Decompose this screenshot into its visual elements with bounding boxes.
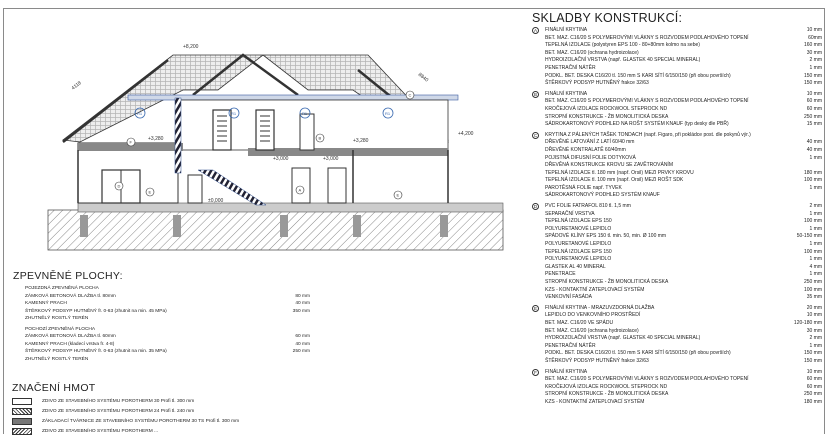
layer-thickness: 30 mm	[806, 327, 822, 334]
paved-layer-row	[25, 293, 363, 301]
composition-badge: C	[533, 132, 538, 138]
layer-label: SPÁDOVÉ KLÍNY EPS 150 tl. min. 50, min. Ø 100 mm	[545, 233, 667, 240]
layer-thickness: 180 mm	[803, 169, 822, 176]
layer-label: POJISTNÁ DIFUSNÍ FOLIE DOTYKOVÁ	[545, 154, 636, 161]
layer-thickness: 1 mm	[809, 225, 822, 232]
composition-layer-row	[532, 350, 822, 358]
layer-label: POLYURETANOVÉ LEPIDLO	[545, 225, 612, 232]
layer-thickness: 60 mm	[806, 383, 822, 390]
layer-thickness: 250 mm	[803, 391, 822, 398]
composition-layer-row	[532, 376, 822, 384]
composition-layer-row	[532, 391, 822, 399]
layer-label: PODKL. BET. DESKA C16/20 tl. 150 mm S KARI SÍTÍ 6/150/150 (při obou površích)	[545, 72, 731, 79]
composition-layer-row	[532, 320, 822, 328]
layer-label: BET. MAZ. C16/20 S POLYMEROVÝMI VLÁKNY S ROZVODEM PODLAHOVÉHO TOPENÍ	[545, 34, 749, 41]
layer-label: TEPELNÁ IZOLACE EPS 150	[545, 248, 612, 255]
layer-label: STROPNÍ KONSTRUKCE - ŽB MONOLITICKÁ DESKA	[545, 113, 669, 120]
layer-label: BET. MAZ. C16/20 S POLYMEROVÝMI VLÁKNY S ROZVODEM PODLAHOVÉHO TOPENÍ	[545, 376, 749, 383]
layer-thickness: 40 mm	[295, 301, 310, 306]
composition-layer-row	[532, 305, 822, 313]
layer-label: KAMENNÝ PRACH	[25, 301, 67, 306]
svg-text:B: B	[318, 135, 322, 141]
layer-label: PENETRACE	[545, 271, 576, 278]
layer-label: ŠTĚRKOVÝ PODSYP HUTNĚNÝ fr. 0-63 (zhutnit na min. 35 MPa)	[25, 349, 167, 354]
layer-thickness: 250 mm	[292, 349, 310, 354]
layer-label: BET. MAZ. C16/20 S POLYMEROVÝMI VLÁKNY S ROZVODEM PODLAHOVÉHO TOPENÍ	[545, 98, 749, 105]
composition-layer-row	[532, 312, 822, 320]
layer-label: BET. MAZ. C16/20 (ochrana hydroizolace)	[545, 49, 639, 56]
material-swatch-icon	[12, 408, 32, 415]
composition-layer-row	[532, 27, 822, 35]
layer-thickness: 150 mm	[803, 72, 822, 79]
layer-thickness: 40 mm	[806, 139, 822, 146]
svg-text:R1: R1	[385, 111, 391, 116]
layer-label: PAROTĚSNÁ FOLIE např. TYVEK	[545, 184, 622, 191]
layer-label: ZÁMKOVÁ BETONOVÁ DLAŽBA tl. 80mm	[25, 293, 116, 299]
paved-layer-row	[25, 315, 363, 323]
svg-text:A: A	[298, 187, 302, 193]
layer-thickness: 60 mm	[295, 334, 310, 339]
layer-thickness: 2 mm	[809, 57, 822, 64]
layer-label: SÁDROKARTONOVÝ PODHLED NA ROŠT SYSTÉM KNAUF (typ desky dle PBŘ)	[545, 121, 729, 128]
layer-thickness: 40 mm	[806, 146, 822, 153]
svg-text:+4,200: +4,200	[458, 131, 474, 137]
layer-label: PODKL. BET. DESKA C16/20 tl. 150 mm S KARI SÍTÍ 6/150/150 (při obou površích)	[545, 350, 731, 357]
layer-thickness: 60 mm	[806, 98, 822, 105]
layer-thickness: 1 mm	[809, 271, 822, 278]
building-section-drawing	[8, 10, 508, 265]
layer-thickness: 160 mm	[803, 42, 822, 49]
layer-label: KROČEJOVÁ IZOLACE ROCKWOOL STEPROCK ND	[545, 383, 668, 390]
layer-label: POLYURETANOVÉ LEPIDLO	[545, 241, 612, 248]
layer-label: HYDROIZOLAČNÍ VRSTVA (např. GLASTEK 40 SPECIAL MINERAL)	[545, 335, 701, 342]
layer-label: PVC FOLIE FATRAFOL 810 tl. 1,5 mm	[545, 203, 631, 210]
composition-layer-row	[532, 65, 822, 73]
layer-label: SÁDROKARTONOVÝ PODHLED SYSTÉM KNAUF	[545, 192, 660, 199]
paved-layer-row	[25, 356, 363, 364]
composition-layer-row	[532, 294, 822, 302]
layer-label: ZÁMKOVÁ BETONOVÁ DLAŽBA tl. 60mm	[25, 334, 116, 339]
svg-text:R1: R1	[231, 111, 237, 116]
layer-thickness: 250 mm	[803, 279, 822, 285]
composition-layer-row	[532, 91, 822, 99]
svg-text:+3,000: +3,000	[273, 156, 289, 162]
paved-layer-row	[25, 348, 363, 356]
svg-text:F: F	[129, 139, 132, 145]
layer-thickness: 120-180 mm	[793, 319, 822, 326]
composition-layer-row	[532, 271, 822, 279]
svg-text:C: C	[408, 92, 412, 98]
layer-thickness: 1 mm	[809, 154, 822, 161]
layer-label: SEPARAČNÍ VRSTVA	[545, 210, 595, 217]
paved-area-section	[25, 285, 363, 323]
composition-group	[532, 91, 822, 129]
material-legend-item	[12, 406, 362, 416]
material-legend-item	[12, 396, 362, 406]
paved-layer-row	[25, 341, 363, 349]
layer-label: DŘEVĚNÉ LATOVÁNÍ Z LATÍ 60/40 mm	[545, 139, 635, 146]
layer-thickness: 30 mm	[806, 49, 822, 56]
composition-badge: A	[533, 28, 537, 33]
material-legend-item	[12, 426, 362, 436]
layer-label: DŘEVĚNÁ KONSTRUKCE KROVU SE ZAVĚTROVÁNÍM	[545, 162, 673, 169]
material-legend-item	[12, 416, 362, 426]
layer-label: ZHUTNĚLÝ ROSTLÝ TERÉN	[25, 316, 89, 321]
layer-label: FINÁLNÍ KRYTINA	[545, 27, 588, 33]
composition-layer-row	[532, 132, 822, 140]
composition-layer-row	[532, 42, 822, 50]
layer-label: LEPIDLO DO VENKOVNÍHO PROSTŘEDÍ	[545, 312, 641, 319]
layer-thickness: 2 mm	[809, 203, 822, 210]
layer-thickness: 1 mm	[809, 256, 822, 263]
composition-group	[532, 369, 822, 407]
layer-thickness	[270, 315, 310, 323]
layer-thickness: 150 mm	[803, 357, 822, 364]
layer-label: PENETRAČNÍ NÁTĚR	[545, 342, 596, 349]
layer-thickness: 1 mm	[809, 241, 822, 248]
layer-label: FINÁLNÍ KRYTINA	[545, 368, 588, 375]
layer-thickness: 50-150 mm	[796, 233, 822, 240]
composition-layer-row	[532, 114, 822, 122]
layer-thickness: 180 mm	[803, 398, 822, 405]
paved-layer-row	[25, 300, 363, 308]
skladby-konstrukci-panel	[532, 11, 822, 410]
composition-layer-row	[532, 192, 822, 200]
layer-label: FINÁLNÍ KRYTINA - MRAZUVZDORNÁ DLAŽBA	[545, 304, 655, 311]
composition-layer-row	[532, 57, 822, 65]
layer-label: KAMENNÝ PRACH (kladecí vrstva fr. 4-8)	[25, 341, 115, 347]
layer-thickness: 2 mm	[809, 335, 822, 342]
zpevnene-plochy-panel	[13, 270, 363, 366]
zpevnene-sections	[13, 285, 363, 363]
composition-group	[532, 305, 822, 366]
layer-label: BET. MAZ. C16/20 (ochrana hydroizolace)	[545, 327, 639, 334]
layer-label: KZS - KONTAKTNÍ ZATEPLOVACÍ SYSTÉM	[545, 286, 645, 293]
composition-group	[532, 203, 822, 302]
layer-thickness: 350 mm	[292, 308, 310, 314]
hmot-title: ZNAČENÍ HMOT	[12, 382, 96, 394]
composition-group	[532, 27, 822, 88]
svg-text:E: E	[148, 189, 152, 195]
material-label: ZDIVO ZE STAVEBNÍHO SYSTÉMU POROTHERM 24 Profi tl. 240 mm	[42, 408, 195, 414]
material-swatch-icon	[12, 398, 32, 405]
composition-layer-row	[532, 256, 822, 264]
section-svg	[8, 10, 508, 265]
composition-layer-row	[532, 358, 822, 366]
layer-label: GLASTEK AL 40 MINERAL	[545, 263, 606, 270]
material-swatch-icon	[12, 418, 32, 425]
layer-label: KRYTINA Z PÁLENÝCH TAŠEK TONDACH (např. Figaro, při pokládce post. dle pokynů výr.)	[545, 131, 751, 138]
composition-layer-row	[532, 177, 822, 185]
layer-label: BET. MAZ. C16/20 VE SPÁDU	[545, 319, 614, 326]
paved-layer-row	[25, 308, 363, 316]
layer-thickness: 1 mm	[809, 64, 822, 71]
layer-thickness: 60 mm	[806, 105, 822, 112]
paved-area-heading: POJEZDNÁ ZPEVNĚNÁ PLOCHA	[25, 286, 99, 291]
layer-thickness: 100 mm	[803, 286, 822, 293]
skladby-groups	[532, 27, 822, 407]
composition-layer-row	[532, 106, 822, 114]
layer-thickness: 60mm	[808, 34, 822, 41]
layer-label: TEPELNÁ IZOLACE tl. 100 mm (např. Orsil) MEZI ROŠT SDK	[545, 177, 684, 184]
layer-thickness: 150 mm	[803, 80, 822, 87]
znaceni-hmot-legend	[12, 382, 362, 436]
svg-text:+3,280: +3,280	[148, 136, 164, 142]
layer-thickness: 35 mm	[806, 294, 822, 301]
layer-label: HYDROIZOLAČNÍ VRSTVA (např. GLASTEK 40 SPECIAL MINERAL)	[545, 57, 701, 64]
layer-label: PENETRAČNÍ NÁTĚR	[545, 64, 596, 71]
svg-text:8840: 8840	[416, 71, 430, 84]
composition-layer-row	[532, 279, 822, 287]
layer-thickness: 250 mm	[803, 113, 822, 120]
composition-layer-row	[532, 369, 822, 377]
composition-layer-row	[532, 203, 822, 211]
layer-thickness: 60 mm	[806, 376, 822, 383]
svg-text:4118: 4118	[70, 80, 83, 92]
layer-label: KROČEJOVÁ IZOLACE ROCKWOOL STEPROCK ND	[545, 105, 668, 112]
layer-thickness: 40 mm	[295, 341, 310, 347]
composition-badge: F	[532, 369, 539, 376]
composition-layer-row	[532, 335, 822, 343]
composition-layer-row	[532, 121, 822, 129]
paved-area-section	[25, 326, 363, 364]
composition-badge: D	[533, 204, 538, 210]
paved-area-heading: POCHOZÍ ZPEVNĚNÁ PLOCHA	[25, 326, 96, 332]
composition-layer-row	[532, 147, 822, 155]
svg-text:+3,000: +3,000	[323, 156, 339, 162]
composition-badge: B	[533, 91, 537, 97]
svg-text:R1: R1	[137, 111, 143, 116]
svg-text:R1: R1	[302, 111, 308, 116]
layer-label: ŠTĚRKOVÝ PODSYP HUTNĚNÝ frakce 32/63	[545, 80, 649, 87]
layer-label: POLYURETANOVÉ LEPIDLO	[545, 256, 612, 263]
layer-thickness: 4 mm	[809, 263, 822, 270]
layer-label: STROPNÍ KONSTRUKCE - ŽB MONOLITICKÁ DESKA	[545, 391, 669, 398]
composition-group	[532, 132, 822, 200]
material-swatch-icon	[12, 428, 32, 435]
layer-thickness: 10 mm	[806, 312, 822, 319]
layer-label: TEPELNÁ IZOLACE tl. 180 mm (např. Orsil) MEZI PRVKY KROVU	[545, 169, 694, 176]
layer-label: TEPELNÁ IZOLACE (polystyren EPS 100 - 80+80mm kolmo na sebe)	[545, 42, 700, 49]
layer-label: ŠTĚRKOVÝ PODSYP HUTNĚNÝ frakce 32/63	[545, 357, 649, 364]
material-label: ZDIVO ZE STAVEBNÍHO SYSTÉMU POROTHERM 30 Profi tl. 300 mm	[42, 398, 195, 404]
layer-label: DŘEVĚNÉ KONTRALATĚ 60/40mm	[545, 146, 626, 153]
layer-label: ŠTĚRKOVÝ PODSYP HUTNĚNÝ fr. 0-63 (zhutnit na min. 45 MPa)	[25, 308, 167, 314]
composition-layer-row	[532, 218, 822, 226]
layer-thickness: 10 mm	[806, 90, 822, 97]
svg-text:E: E	[396, 192, 400, 198]
composition-layer-row	[532, 80, 822, 88]
layer-thickness	[270, 356, 310, 364]
material-label: ZÁKLADACÍ TVÁRNICE ZE STAVEBNÍHO SYSTÉMU POROTHERM 30 TS Profi tl. 300 mm	[42, 418, 240, 424]
skladby-title: SKLADBY KONSTRUKCÍ:	[532, 11, 683, 25]
layer-thickness: 15 mm	[806, 121, 822, 128]
svg-text:D: D	[117, 183, 121, 189]
layer-thickness: 1 mm	[809, 342, 822, 349]
layer-thickness: 150 mm	[803, 350, 822, 357]
paved-layer-row	[25, 333, 363, 341]
composition-layer-row	[532, 98, 822, 106]
composition-layer-row	[532, 241, 822, 249]
composition-layer-row	[532, 233, 822, 241]
zpevnene-title: ZPEVNĚNÉ PLOCHY:	[13, 270, 123, 282]
layer-thickness: 1 mm	[809, 184, 822, 191]
layer-label: ZHUTNĚLÝ ROSTLÝ TERÉN	[25, 356, 89, 362]
composition-badge: E	[533, 305, 537, 311]
composition-layer-row	[532, 264, 822, 272]
layer-label: FINÁLNÍ KRYTINA	[545, 90, 588, 97]
layer-thickness: 20 mm	[806, 304, 822, 311]
layer-thickness: 100 mm	[803, 218, 822, 225]
svg-text:±0,000: ±0,000	[208, 198, 224, 204]
composition-layer-row	[532, 155, 822, 163]
layer-thickness: 10 mm	[806, 368, 822, 375]
layer-thickness: 100 mm	[803, 248, 822, 255]
layer-thickness: 80 mm	[295, 293, 310, 299]
composition-layer-row	[532, 399, 822, 407]
layer-thickness: 10 mm	[806, 27, 822, 33]
layer-label: TEPELNÁ IZOLACE EPS 150	[545, 218, 612, 225]
material-label: ZDIVO ZE STAVEBNÍHO SYSTÉMU POROTHERM ...	[42, 428, 159, 434]
hmot-items	[12, 396, 362, 436]
layer-thickness: 1 mm	[809, 210, 822, 217]
layer-label: KZS - KONTAKTNÍ ZATEPLOVACÍ SYSTÉM	[545, 398, 645, 405]
svg-text:+8,200: +8,200	[183, 44, 199, 50]
layer-thickness: 100 mm	[803, 177, 822, 184]
layer-label: STROPNÍ KONSTRUKCE - ŽB MONOLITICKÁ DESKA	[545, 279, 669, 285]
svg-text:+3,280: +3,280	[353, 138, 369, 144]
composition-layer-row	[532, 139, 822, 147]
layer-label: VENKOVNÍ FASÁDA	[545, 294, 592, 301]
composition-layer-row	[532, 162, 822, 170]
